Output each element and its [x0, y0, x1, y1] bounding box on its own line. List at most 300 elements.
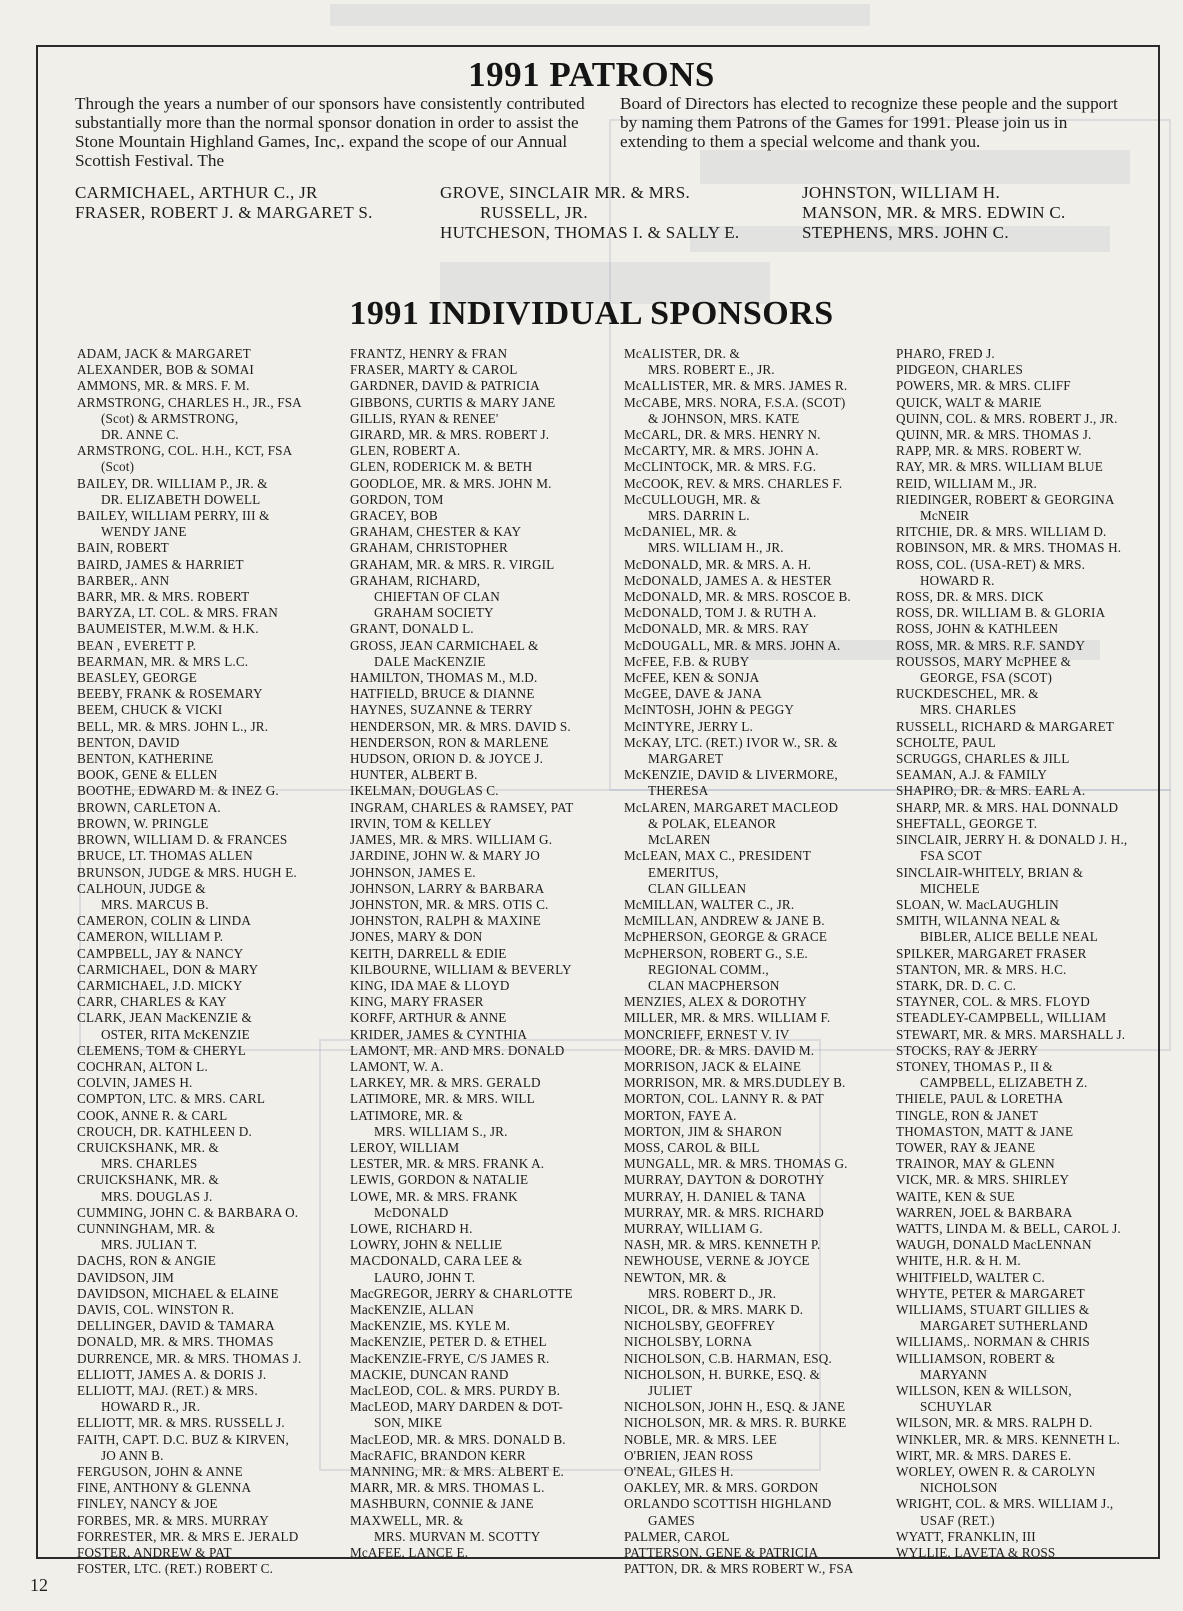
- sponsor-entry: [350, 1043, 573, 1059]
- sponsor-name: McCOOK, REV. & MRS. CHARLES F.: [624, 475, 843, 491]
- sponsor-entry: [624, 1189, 854, 1205]
- sponsor-name: WHITFIELD, WALTER C.: [896, 1269, 1045, 1285]
- sponsor-entry: [77, 1545, 302, 1561]
- sponsor-entry: [350, 1237, 573, 1253]
- sponsor-name-continued: MRS. MURVAN M. SCOTTY: [374, 1528, 541, 1544]
- sponsor-entry: [624, 702, 854, 718]
- sponsor-entry: [896, 1124, 1127, 1140]
- sponsor-entry: [350, 783, 573, 799]
- sponsor-entry: [77, 767, 302, 783]
- sponsor-entry: [350, 670, 573, 686]
- sponsor-entry: [350, 362, 573, 378]
- sponsor-entry: [350, 1091, 573, 1107]
- sponsor-name: BARYZA, LT. COL. & MRS. FRAN: [77, 605, 278, 621]
- sponsor-entry: [624, 897, 854, 913]
- sponsor-entry: [77, 1108, 302, 1124]
- sponsor-name: DONALD, MR. & MRS. THOMAS: [77, 1334, 274, 1350]
- sponsor-entry: [624, 459, 854, 475]
- sponsor-entry: [624, 492, 854, 524]
- sponsor-name: WRIGHT, COL. & MRS. WILLIAM J.,: [896, 1496, 1114, 1512]
- patron-name: GROVE, SINCLAIR MR. & MRS.: [440, 183, 691, 202]
- sponsor-entry: [77, 508, 302, 540]
- sponsor-name-continued: McNEIR: [920, 508, 970, 524]
- sponsor-entry: [624, 1496, 854, 1528]
- sponsor-entry: [350, 1367, 573, 1383]
- sponsor-name: ARMSTRONG, CHARLES H., JR., FSA: [77, 394, 302, 410]
- sponsor-entry: [350, 492, 573, 508]
- sponsor-name: PIDGEON, CHARLES: [896, 362, 1023, 378]
- sponsor-name-continued: OSTER, RITA McKENZIE: [101, 1026, 250, 1042]
- sponsor-name-continued: (Scot): [101, 459, 135, 475]
- sponsors-list: [0, 346, 1183, 1577]
- sponsor-name: MacKENZIE-FRYE, C/S JAMES R.: [350, 1350, 550, 1366]
- sponsor-name: McMILLAN, WALTER C., JR.: [624, 896, 795, 912]
- sponsor-name: QUINN, MR. & MRS. THOMAS J.: [896, 427, 1092, 443]
- sponsor-entry: [350, 962, 573, 978]
- sponsor-entry: [896, 1140, 1127, 1156]
- sponsor-name: NICHOLSBY, GEOFFREY: [624, 1318, 776, 1334]
- sponsor-name-continued: DR. ANNE C.: [101, 427, 179, 443]
- sponsor-entry: [624, 1091, 854, 1107]
- sponsor-entry: [350, 767, 573, 783]
- sponsor-entry: [896, 1415, 1127, 1431]
- sponsor-entry: [624, 1448, 854, 1464]
- sponsor-entry: [624, 378, 854, 394]
- sponsor-name-continued: CAMPBELL, ELIZABETH Z.: [920, 1075, 1088, 1091]
- sponsor-name-continued: CLAN MACPHERSON: [648, 977, 780, 993]
- sponsor-entry: [624, 1270, 854, 1302]
- sponsor-name-continued: DALE MacKENZIE: [374, 653, 486, 669]
- sponsor-entry: [896, 459, 1127, 475]
- sponsor-name: NICOL, DR. & MRS. MARK D.: [624, 1301, 804, 1317]
- sponsor-entry: [350, 540, 573, 556]
- sponsor-entry: [77, 1561, 302, 1577]
- sponsor-entry: [350, 1108, 573, 1140]
- sponsor-name: HENDERSON, RON & MARLENE: [350, 734, 549, 750]
- sponsor-name: DELLINGER, DAVID & TAMARA: [77, 1318, 275, 1334]
- sponsor-entry: [350, 994, 573, 1010]
- sponsor-name: GLEN, RODERICK M. & BETH: [350, 459, 533, 475]
- sponsor-name: SINCLAIR, JERRY H. & DONALD J. H.,: [896, 832, 1128, 848]
- sponsor-entry: [896, 1156, 1127, 1172]
- patrons-column-2: [440, 183, 739, 243]
- sponsor-entry: [77, 1302, 302, 1318]
- sponsor-name: NICHOLSON, MR. & MRS. R. BURKE: [624, 1415, 847, 1431]
- sponsor-name: NEWTON, MR. &: [624, 1269, 727, 1285]
- sponsors-title: 1991 INDIVIDUAL SPONSORS: [349, 295, 834, 332]
- sponsor-entry: [624, 524, 854, 556]
- sponsor-name: GRANT, DONALD L.: [350, 621, 474, 637]
- sponsor-name: WINKLER, MR. & MRS. KENNETH L.: [896, 1431, 1120, 1447]
- sponsor-name: FINLEY, NANCY & JOE: [77, 1496, 218, 1512]
- sponsor-name-continued: MRS. ROBERT D., JR.: [648, 1285, 777, 1301]
- sponsor-name: BAILEY, WILLIAM PERRY, III &: [77, 508, 270, 524]
- sponsor-name: FRASER, MARTY & CAROL: [350, 362, 518, 378]
- sponsor-entry: [896, 816, 1127, 832]
- sponsor-entry: [77, 978, 302, 994]
- sponsor-name: STANTON, MR. & MRS. H.C.: [896, 961, 1067, 977]
- sponsor-entry: [77, 1496, 302, 1512]
- sponsor-entry: [624, 557, 854, 573]
- sponsor-name: SCRUGGS, CHARLES & JILL: [896, 751, 1070, 767]
- sponsor-name: MacLEOD, MARY DARDEN & DOT-: [350, 1399, 563, 1415]
- sponsor-name: McKENZIE, DAVID & LIVERMORE,: [624, 767, 838, 783]
- sponsor-name: FERGUSON, JOHN & ANNE: [77, 1464, 243, 1480]
- sponsor-name: ROSS, MR. & MRS. R.F. SANDY: [896, 637, 1086, 653]
- sponsor-name: JOHNSON, JAMES E.: [350, 864, 476, 880]
- sponsor-entry: [77, 476, 302, 508]
- sponsor-name: MacGREGOR, JERRY & CHARLOTTE: [350, 1285, 573, 1301]
- sponsor-name: WARREN, JOEL & BARBARA: [896, 1204, 1073, 1220]
- sponsor-entry: [624, 1334, 854, 1350]
- sponsor-entry: [896, 1059, 1127, 1091]
- sponsor-name: STAYNER, COL. & MRS. FLOYD: [896, 994, 1090, 1010]
- sponsor-name-continued: MRS. CHARLES: [101, 1156, 198, 1172]
- sponsor-name: McCARTY, MR. & MRS. JOHN A.: [624, 443, 819, 459]
- sponsor-name: McPHERSON, ROBERT G., S.E.: [624, 945, 808, 961]
- sponsor-name-continued: JO ANN B.: [101, 1447, 164, 1463]
- sponsor-name: PHARO, FRED J.: [896, 346, 995, 361]
- sponsor-entry: [896, 1545, 1127, 1561]
- sponsor-entry: [350, 1221, 573, 1237]
- sponsor-name: GRAHAM, MR. & MRS. R. VIRGIL: [350, 556, 555, 572]
- sponsor-entry: [350, 524, 573, 540]
- sponsor-name: McCABE, MRS. NORA, F.S.A. (SCOT): [624, 394, 846, 410]
- sponsor-name: NEWHOUSE, VERNE & JOYCE: [624, 1253, 810, 1269]
- sponsor-entry: [896, 1205, 1127, 1221]
- sponsor-entry: [77, 946, 302, 962]
- sponsor-name: CAMERON, WILLIAM P.: [77, 929, 224, 945]
- sponsor-entry: [896, 865, 1127, 897]
- sponsor-name-continued: REGIONAL COMM.,: [648, 961, 769, 977]
- sponsor-name: QUICK, WALT & MARIE: [896, 394, 1042, 410]
- sponsor-name: McKAY, LTC. (RET.) IVOR W., SR. &: [624, 734, 838, 750]
- sponsor-entry: [77, 1383, 302, 1415]
- patrons-list: [75, 183, 1150, 243]
- sponsor-name: DAVIDSON, MICHAEL & ELAINE: [77, 1285, 279, 1301]
- sponsor-name: LESTER, MR. & MRS. FRANK A.: [350, 1156, 545, 1172]
- sponsor-entry: [624, 719, 854, 735]
- sponsor-entry: [350, 1318, 573, 1334]
- sponsor-name-continued: MARGARET SUTHERLAND: [920, 1318, 1088, 1334]
- patron-name: JOHNSTON, WILLIAM H.: [802, 183, 1001, 202]
- sponsor-name: BEAN , EVERETT P.: [77, 637, 197, 653]
- sponsor-entry: [77, 686, 302, 702]
- sponsor-entry: [350, 1286, 573, 1302]
- sponsor-entry: [896, 1043, 1127, 1059]
- sponsor-name: MURRAY, DAYTON & DOROTHY: [624, 1172, 825, 1188]
- sponsor-name: LOWRY, JOHN & NELLIE: [350, 1237, 503, 1253]
- sponsor-name: GROSS, JEAN CARMICHAEL &: [350, 637, 539, 653]
- sponsor-name: RITCHIE, DR. & MRS. WILLIAM D.: [896, 524, 1107, 540]
- sponsor-name: STONEY, THOMAS P., II &: [896, 1058, 1053, 1074]
- patron-name: FRASER, ROBERT J. & MARGARET S.: [75, 203, 373, 222]
- sponsor-entry: [350, 1432, 573, 1448]
- sponsor-entry: [896, 1448, 1127, 1464]
- sponsor-entry: [350, 1253, 573, 1285]
- sponsor-entry: [77, 1043, 302, 1059]
- sponsor-name: CLEMENS, TOM & CHERYL: [77, 1042, 246, 1058]
- sponsor-name: WAITE, KEN & SUE: [896, 1188, 1015, 1204]
- sponsor-entry: [77, 735, 302, 751]
- sponsor-name: NICHOLSON, JOHN H., ESQ. & JANE: [624, 1399, 846, 1415]
- sponsor-entry: [350, 1075, 573, 1091]
- sponsor-entry: [896, 1529, 1127, 1545]
- sponsor-name: HUNTER, ALBERT B.: [350, 767, 478, 783]
- sponsor-name: ELLIOTT, JAMES A. & DORIS J.: [77, 1366, 267, 1382]
- sponsor-entry: [77, 378, 302, 394]
- sponsor-name: CROUCH, DR. KATHLEEN D.: [77, 1123, 252, 1139]
- sponsor-name: GOODLOE, MR. & MRS. JOHN M.: [350, 475, 552, 491]
- sponsor-entry: [77, 654, 302, 670]
- sponsor-name: RAPP, MR. & MRS. ROBERT W.: [896, 443, 1082, 459]
- sponsor-name: McALISTER, DR. &: [624, 346, 740, 361]
- sponsor-entry: [77, 1205, 302, 1221]
- sponsor-name: JOHNSTON, MR. & MRS. OTIS C.: [350, 896, 549, 912]
- sponsor-name: WILSON, MR. & MRS. RALPH D.: [896, 1415, 1093, 1431]
- sponsor-name: GRAHAM, CHRISTOPHER: [350, 540, 508, 556]
- sponsor-entry: [350, 735, 573, 751]
- sponsor-name: LEROY, WILLIAM: [350, 1139, 460, 1155]
- sponsor-entry: [350, 443, 573, 459]
- sponsor-entry: [624, 929, 854, 945]
- sponsor-name: TOWER, RAY & JEANE: [896, 1139, 1036, 1155]
- sponsor-name: BAILEY, DR. WILLIAM P., JR. &: [77, 475, 268, 491]
- sponsor-name: FINE, ANTHONY & GLENNA: [77, 1480, 252, 1496]
- sponsor-entry: [896, 897, 1127, 913]
- sponsor-entry: [624, 1561, 854, 1577]
- sponsor-name: O'BRIEN, JEAN ROSS: [624, 1447, 754, 1463]
- sponsor-entry: [896, 492, 1127, 524]
- sponsor-name: COLVIN, JAMES H.: [77, 1075, 193, 1091]
- sponsor-entry: [77, 1140, 302, 1172]
- sponsor-entry: [77, 1415, 302, 1431]
- sponsor-entry: [350, 1334, 573, 1350]
- sponsor-name: LATIMORE, MR. & MRS. WILL: [350, 1091, 535, 1107]
- sponsor-entry: [350, 411, 573, 427]
- sponsor-name: McLEAN, MAX C., PRESIDENT: [624, 848, 811, 864]
- sponsor-name: McCARL, DR. & MRS. HENRY N.: [624, 427, 821, 443]
- sponsor-entry: [77, 832, 302, 848]
- sponsor-name: GILLIS, RYAN & RENEE': [350, 410, 499, 426]
- sponsor-name: JAMES, MR. & MRS. WILLIAM G.: [350, 832, 553, 848]
- sponsor-entry: [77, 1075, 302, 1091]
- sponsor-entry: [77, 994, 302, 1010]
- sponsor-name: MASHBURN, CONNIE & JANE: [350, 1496, 534, 1512]
- sponsor-name: CAMERON, COLIN & LINDA: [77, 913, 251, 929]
- sponsor-name: GLEN, ROBERT A.: [350, 443, 461, 459]
- sponsor-name: WILLIAMSON, ROBERT &: [896, 1350, 1056, 1366]
- sponsor-name: FORRESTER, MR. & MRS E. JERALD: [77, 1528, 299, 1544]
- sponsor-name: MOORE, DR. & MRS. DAVID M.: [624, 1042, 815, 1058]
- sponsor-name: MORRISON, MR. & MRS.DUDLEY B.: [624, 1075, 846, 1091]
- sponsor-entry: [896, 605, 1127, 621]
- sponsor-name: ROSS, JOHN & KATHLEEN: [896, 621, 1059, 637]
- sponsor-name: CARMICHAEL, J.D. MICKY: [77, 977, 243, 993]
- sponsor-entry: [624, 1253, 854, 1269]
- patrons-column-3: [802, 183, 1066, 243]
- sponsor-entry: [624, 670, 854, 686]
- sponsor-entry: [624, 994, 854, 1010]
- sponsor-entry: [77, 1091, 302, 1107]
- sponsor-name: GIRARD, MR. & MRS. ROBERT J.: [350, 427, 550, 443]
- sponsor-entry: [77, 395, 302, 444]
- sponsor-entry: [77, 1010, 302, 1042]
- sponsors-column-3: [624, 346, 854, 1577]
- sponsor-entry: [350, 508, 573, 524]
- sponsor-entry: [77, 881, 302, 913]
- sponsor-entry: [624, 1156, 854, 1172]
- sponsor-name: DACHS, RON & ANGIE: [77, 1253, 216, 1269]
- sponsor-name: HATFIELD, BRUCE & DIANNE: [350, 686, 535, 702]
- sponsor-entry: [896, 540, 1127, 556]
- sponsor-name: KILBOURNE, WILLIAM & BEVERLY: [350, 961, 572, 977]
- patron-name: HUTCHESON, THOMAS I. & SALLY E.: [440, 223, 740, 242]
- sponsor-name: McDONALD, MR. & MRS. ROSCOE B.: [624, 589, 851, 605]
- sponsor-name-continued: BIBLER, ALICE BELLE NEAL: [920, 929, 1098, 945]
- sponsor-name: McALLISTER, MR. & MRS. JAMES R.: [624, 378, 848, 394]
- sponsor-name: ROSS, DR. & MRS. DICK: [896, 589, 1044, 605]
- sponsor-name: KEITH, DARRELL & EDIE: [350, 945, 507, 961]
- sponsor-name-continued: MRS. JULIAN T.: [101, 1237, 198, 1253]
- sponsor-name: ADAM, JACK & MARGARET: [77, 346, 251, 361]
- sponsor-entry: [350, 686, 573, 702]
- sponsor-name: INGRAM, CHARLES & RAMSEY, PAT: [350, 799, 574, 815]
- sponsor-entry: [77, 1334, 302, 1350]
- sponsor-name: CALHOUN, JUDGE &: [77, 880, 206, 896]
- sponsors-column-4: [896, 346, 1127, 1561]
- sponsor-name: COOK, ANNE R. & CARL: [77, 1107, 228, 1123]
- sponsor-name: MANNING, MR. & MRS. ALBERT E.: [350, 1464, 564, 1480]
- sponsors-column-2: [350, 346, 573, 1561]
- sponsor-name: FAITH, CAPT. D.C. BUZ & KIRVEN,: [77, 1431, 289, 1447]
- sponsor-entry: [77, 670, 302, 686]
- sponsor-entry: [77, 605, 302, 621]
- sponsor-name: DAVIDSON, JIM: [77, 1269, 174, 1285]
- sponsor-name: LATIMORE, MR. &: [350, 1107, 463, 1123]
- sponsor-name: BELL, MR. & MRS. JOHN L., JR.: [77, 718, 269, 734]
- sponsor-name: McGEE, DAVE & JANA: [624, 686, 762, 702]
- patrons-intro-right: Board of Directors has elected to recognize these people and the support by naming them Patrons of the Games for 1991. Please join us in extending to them a special welcome and thank you.: [620, 94, 1118, 151]
- sponsor-entry: [77, 800, 302, 816]
- sponsor-entry: [896, 978, 1127, 994]
- sponsor-name: McCULLOUGH, MR. &: [624, 491, 761, 507]
- sponsor-name: HENDERSON, MR. & MRS. DAVID S.: [350, 718, 571, 734]
- sponsor-name: MACDONALD, CARA LEE &: [350, 1253, 523, 1269]
- sponsor-entry: [624, 1124, 854, 1140]
- sponsor-entry: [77, 557, 302, 573]
- sponsor-entry: [624, 1043, 854, 1059]
- sponsor-entry: [77, 362, 302, 378]
- sponsor-entry: [896, 686, 1127, 718]
- sponsor-entry: [77, 929, 302, 945]
- sponsor-entry: [624, 621, 854, 637]
- sponsor-name: WIRT, MR. & MRS. DARES E.: [896, 1447, 1072, 1463]
- sponsor-name-continued: JULIET: [648, 1383, 693, 1398]
- sponsor-name: MENZIES, ALEX & DOROTHY: [624, 994, 807, 1010]
- sponsor-entry: [350, 638, 573, 670]
- sponsor-name: FOSTER, ANDREW & PAT: [77, 1545, 232, 1561]
- sponsor-name: GRAHAM, RICHARD,: [350, 572, 481, 588]
- sponsor-name: STARK, DR. D. C. C.: [896, 977, 1017, 993]
- sponsor-entry: [77, 702, 302, 718]
- sponsor-name: WATTS, LINDA M. & BELL, CAROL J.: [896, 1220, 1121, 1236]
- sponsor-name: KORFF, ARTHUR & ANNE: [350, 1010, 507, 1026]
- sponsor-name: REID, WILLIAM M., JR.: [896, 475, 1038, 491]
- sponsor-entry: [896, 1027, 1127, 1043]
- sponsor-entry: [896, 751, 1127, 767]
- sponsor-name: PALMER, CAROL: [624, 1528, 730, 1544]
- sponsor-name: ROSS, DR. WILLIAM B. & GLORIA: [896, 605, 1106, 621]
- sponsor-name: BARBER,. ANN: [77, 572, 170, 588]
- sponsor-name: MILLER, MR. & MRS. WILLIAM F.: [624, 1010, 831, 1026]
- sponsor-name-continued: MRS. CHARLES: [920, 702, 1017, 718]
- sponsor-entry: [350, 459, 573, 475]
- sponsor-entry: [77, 1221, 302, 1253]
- sponsor-name-continued: MRS. WILLIAM S., JR.: [374, 1123, 508, 1139]
- sponsor-entry: [896, 735, 1127, 751]
- page-number: 12: [30, 1575, 48, 1595]
- sponsor-entry: [77, 962, 302, 978]
- sponsor-entry: [896, 767, 1127, 783]
- sponsor-name-continued: & POLAK, ELEANOR: [648, 815, 777, 831]
- sponsor-entry: [624, 1302, 854, 1318]
- sponsor-entry: [350, 946, 573, 962]
- sponsor-entry: [624, 427, 854, 443]
- sponsor-name: MacLEOD, COL. & MRS. PURDY B.: [350, 1383, 561, 1398]
- sponsor-name: MURRAY, WILLIAM G.: [624, 1220, 763, 1236]
- sponsor-name: ROBINSON, MR. & MRS. THOMAS H.: [896, 540, 1122, 556]
- sponsor-entry: [896, 378, 1127, 394]
- patron-name-continued: RUSSELL, JR.: [480, 203, 588, 222]
- sponsor-name: JARDINE, JOHN W. & MARY JO: [350, 848, 540, 864]
- sponsor-entry: [624, 1399, 854, 1415]
- sponsor-name: ROUSSOS, MARY McPHEE &: [896, 653, 1072, 669]
- sponsor-entry: [624, 686, 854, 702]
- sponsor-name: LEWIS, GORDON & NATALIE: [350, 1172, 529, 1188]
- sponsor-name: MURRAY, MR. & MRS. RICHARD: [624, 1204, 824, 1220]
- sponsor-entry: [624, 1351, 854, 1367]
- sponsor-name: SHAPIRO, DR. & MRS. EARL A.: [896, 783, 1086, 799]
- sponsor-entry: [896, 1383, 1127, 1415]
- sponsor-entry: [350, 848, 573, 864]
- sponsor-entry: [624, 1221, 854, 1237]
- sponsor-name: McDONALD, TOM J. & RUTH A.: [624, 605, 817, 621]
- sponsor-name: MacKENZIE, PETER D. & ETHEL: [350, 1334, 547, 1350]
- sponsor-name: MONCRIEFF, ERNEST V. IV: [624, 1026, 790, 1042]
- sponsor-name-continued: HOWARD R.: [920, 572, 995, 588]
- sponsor-name: SLOAN, W. MacLAUGHLIN: [896, 896, 1059, 912]
- sponsor-entry: [896, 411, 1127, 427]
- sponsor-name: POWERS, MR. & MRS. CLIFF: [896, 378, 1071, 394]
- sponsor-entry: [77, 1124, 302, 1140]
- sponsor-entry: [896, 654, 1127, 686]
- sponsor-entry: [350, 865, 573, 881]
- patron-name: MANSON, MR. & MRS. EDWIN C.: [802, 203, 1066, 222]
- sponsor-entry: [350, 816, 573, 832]
- sponsor-name: GRAHAM, CHESTER & KAY: [350, 524, 522, 540]
- sponsor-entry: [77, 1286, 302, 1302]
- sponsor-entry: [350, 1156, 573, 1172]
- sponsor-name: BROWN, W. PRINGLE: [77, 815, 209, 831]
- sponsor-name-continued: MRS. MARCUS B.: [101, 896, 209, 912]
- sponsor-name: GRACEY, BOB: [350, 508, 438, 524]
- sponsor-name: MUNGALL, MR. & MRS. THOMAS G.: [624, 1156, 848, 1172]
- sponsor-entry: [350, 378, 573, 394]
- sponsor-name: BEARMAN, MR. & MRS L.C.: [77, 653, 249, 669]
- sponsor-name-continued: MRS. DARRIN L.: [648, 508, 750, 524]
- sponsor-name: JONES, MARY & DON: [350, 929, 483, 945]
